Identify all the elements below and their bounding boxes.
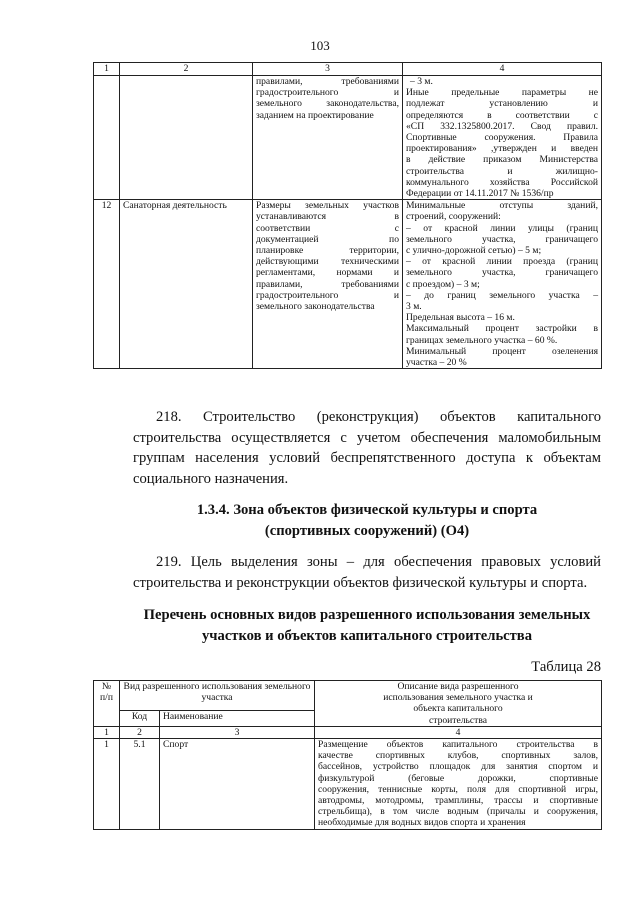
table-row: [94, 739, 602, 830]
table-caption: Таблица 28: [531, 659, 601, 675]
row-description: Размещение объектов капитального строительства в качестве спортивных клубов, спортивных залов, бассейнов, устройство площадок для занятия спортом и физкультурой (беговые дорожки, спортивные сооружения, теннисные корты, поля для спортивной игры, автодромы, мотодромы, трамплины, трассы и спортивные стрельбища), в том числе водным (причалы и сооружения, необходимые для водных видов спорта и хранения: [315, 739, 602, 830]
table-row: [94, 200, 602, 369]
paragraph-219: 219. Цель выделения зоны – для обеспечения правовых условий строительства и реконструкции объектов физической культуры и спорта.: [133, 554, 601, 591]
list-heading: Перечень основных видов разрешенного использования земельных участков и объектов капитального строительства: [143, 607, 591, 644]
page-number: 103: [310, 38, 330, 53]
row-parameters: правилами, требованиями градостроительного и земельного законодательства, заданием на проектирование: [253, 76, 403, 200]
header-cell: 2: [120, 63, 253, 76]
numbering-cell: 3: [160, 726, 315, 738]
header-number: № п/п: [94, 681, 120, 727]
table-header-row: [94, 63, 602, 76]
row-parameters: Размеры земельных участков устанавливаются в соответствии с документацией по планировке территории, действующими техническими регламентами, нормами и правилами, требованиями градостроительного и земельного законодательства: [253, 200, 403, 369]
row-limits: Минимальные отступы зданий, строений, сооружений: – от красной линии улицы (границ земельного участка, граничащего с улично-дорожной сетью) – 5 м; – от красной линии проезда (границ земельного участка, граничащего с проездом) – 3 м; – до границ земельного участка – 3 м. Предельная высота – 16 м. Максимальный процент застройки в границах земельного участка – 60 %. Минимальный процент озеленения участка – 20 %: [403, 200, 602, 369]
row-number: 12: [94, 200, 120, 369]
row-number: [94, 76, 120, 200]
header-name: Наименование: [160, 711, 315, 727]
continuation-table: [93, 62, 602, 369]
row-name: Санаторная деятельность: [120, 200, 253, 369]
row-limits: – 3 м. Иные предельные параметры не подлежат установлению и определяются в соответствии с «СП 332.1325800.2017. Свод правил. Спортивные сооружения. Правила проектирования» ,утвержден и введен в действие приказом Министерства строительства и жилищно- коммунального хозяйства Российской Федерации от 14.11.2017 № 1536/пр: [403, 76, 602, 200]
permitted-use-table: [93, 680, 602, 830]
row-number: 1: [94, 739, 120, 830]
header-use-type: Вид разрешенного использования земельного участка: [120, 681, 315, 711]
row-code: 5.1: [120, 739, 160, 830]
numbering-cell: 4: [315, 726, 602, 738]
header-cell: 3: [253, 63, 403, 76]
paragraph-218: 218. Строительство (реконструкция) объектов капитального строительства осуществляется с учетом обеспечения маломобильным группам населения условий беспрепятственного доступа к объектам социального назначения.: [133, 409, 601, 487]
header-cell: 1: [94, 63, 120, 76]
row-name: Спорт: [160, 739, 315, 830]
header-description: Описание вида разрешенного использования земельного участка и объекта капитального строительства: [315, 681, 602, 727]
section-heading: 1.3.4. Зона объектов физической культуры и спорта (спортивных сооружений) (О4): [196, 502, 538, 539]
numbering-cell: 1: [94, 726, 120, 738]
header-code: Код: [120, 711, 160, 727]
table-row: [94, 76, 602, 200]
header-cell: 4: [403, 63, 602, 76]
table-header-row: [94, 681, 602, 711]
numbering-row: [94, 726, 602, 738]
numbering-cell: 2: [120, 726, 160, 738]
row-name: [120, 76, 253, 200]
